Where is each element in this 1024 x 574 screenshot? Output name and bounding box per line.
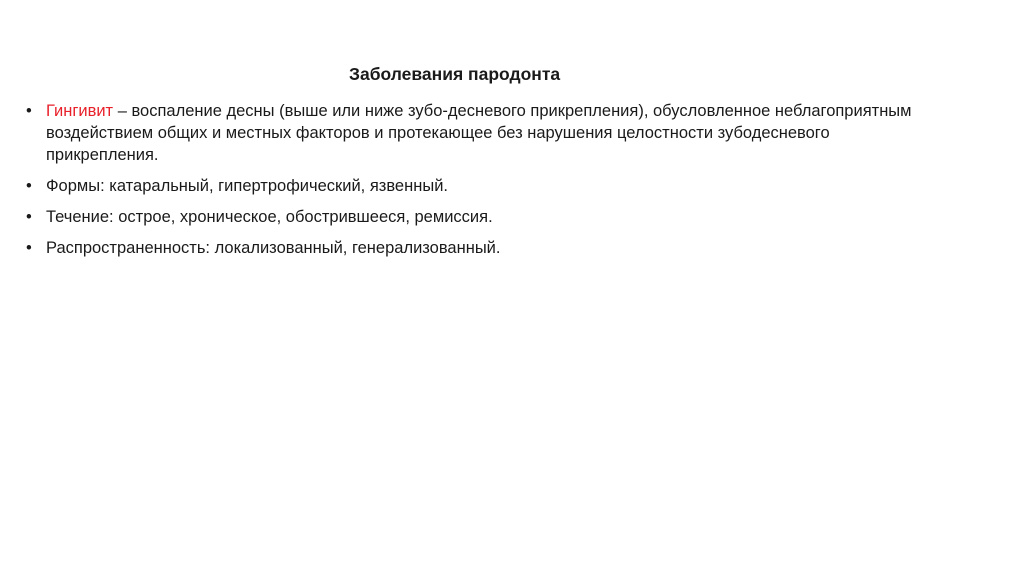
bullet-list [26,100,946,268]
term-gingivitis: Гингивит [46,102,114,120]
bullet-icon: • [26,102,32,120]
bullet-item-forms [26,175,946,197]
bullet-item-gingivitis [26,100,946,166]
bullet-icon: • [26,177,32,195]
bullet-icon: • [26,239,32,257]
bullet-text: Формы: катаральный, гипертрофический, язвенный. [46,177,448,195]
bullet-text: Распространенность: локализованный, генерализованный. [46,239,501,257]
bullet-item-prevalence [26,237,946,259]
definition-text: – воспаление десны (выше или ниже зубо-десневого прикрепления), обусловленное неблагоприятным воздействием общих и местных факторов и протекающее без нарушения целостности зубодесневого прикрепления. [46,102,912,164]
bullet-text: Течение: острое, хроническое, обострившееся, ремиссия. [46,208,493,226]
slide-title: Заболевания пародонта [349,64,561,84]
bullet-item-course [26,206,946,228]
bullet-icon: • [26,208,32,226]
